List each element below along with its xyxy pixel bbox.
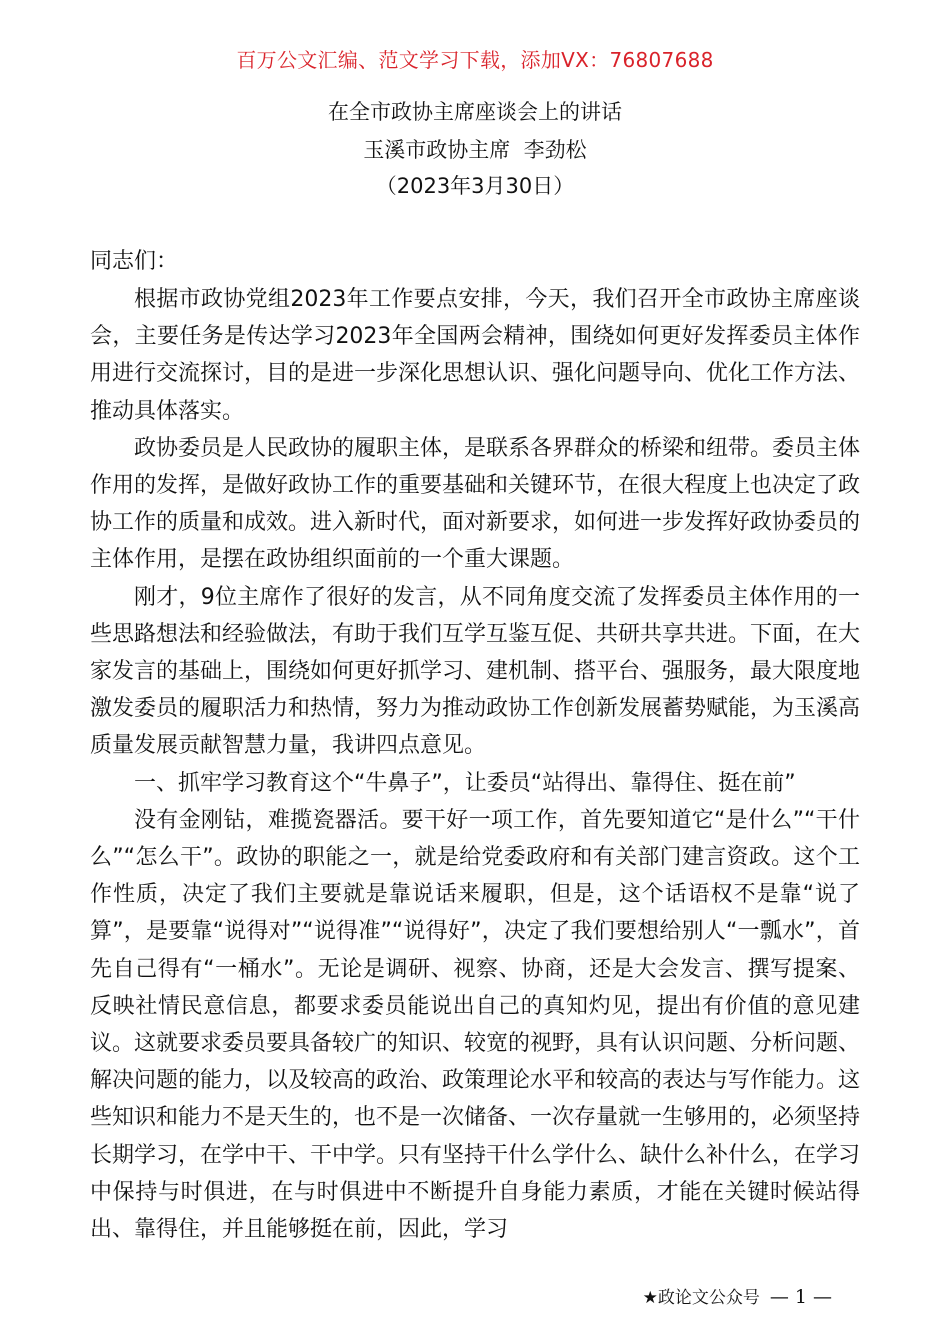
speech-body — [90, 243, 860, 1248]
section-heading: 一、抓牢学习教育这个“牛鼻子”，让委员“站得出、靠得住、挺在前” — [134, 770, 796, 796]
speech-author: 玉溪市政协主席 李劲松 — [363, 138, 587, 162]
paragraph: 根据市政协党组2023年工作要点安排，今天，我们召开全市政协主席座谈会，主要任务是传达学习2023年全国两会精神，围绕如何更好发挥委员主体作用进行交流探讨，目的是进一步深化思想认识、强化问题导向、优化工作方法、推动具体落实。 — [90, 287, 861, 424]
footer-source: ★政论文公众号 — [642, 1288, 760, 1308]
page-number: — 1 — — [769, 1286, 832, 1308]
promo-banner: 百万公文汇编、范文学习下载，添加VX：76807688 — [236, 48, 714, 72]
salutation: 同志们： — [90, 249, 179, 274]
speech-title: 在全市政协主席座谈会上的讲话 — [328, 100, 622, 124]
paragraph: 政协委员是人民政协的履职主体，是联系各界群众的桥梁和纽带。委员主体作用的发挥，是做好政协工作的重要基础和关键环节，在很大程度上也决定了政协工作的质量和成效。进入新时代，面对新要求，如何进一步发挥好政协委员的主体作用，是摆在政协组织面前的一个重大课题。 — [90, 435, 861, 573]
page-footer — [643, 1283, 832, 1308]
paragraph: 没有金刚钻，难揽瓷器活。要干好一项工作，首先要知道它“是什么”“干什么”“怎么干”。政协的职能之一，就是给党委政府和有关部门建言资政。这个工作性质，决定了我们主要就是靠说话来履职，但是，这个话语权不是靠“说了算”，是要靠“说得对”“说得准”“说得好”，决定了我们要想给别人“一瓢水”，首先自己得有“一桶水”。无论是调研、视察、协商，还是大会发言、撰写提案、反映社情民意信息，都要求委员能说出自己的真知灼见，提出有价值的意见建议。这就要求委员要具备较广的知识、较宽的视野，具有认识问题、分析问题、解决问题的能力，以及较高的政治、政策理论水平和较高的表达与写作能力。这些知识和能力不是天生的，也不是一次储备、一次存量就一生够用的，必须坚持长期学习，在学中干、干中学。只有坚持干什么学什么、缺什么补什么，在学习中保持与时俱进，在与时俱进中不断提升自身能力素质，才能在关键时候站得出、靠得住，并且能够挺在前，因此，学习 — [90, 807, 861, 1243]
paragraph: 刚才，9位主席作了很好的发言，从不同角度交流了发挥委员主体作用的一些思路想法和经验做法，有助于我们互学互鉴互促、共研共享共进。下面，在大家发言的基础上，围绕如何更好抓学习、建机制、搭平台、强服务，最大限度地激发委员的履职活力和热情，努力为推动政协工作创新发展蓄势赋能，为玉溪高质量发展贡献智慧力量，我讲四点意见。 — [90, 584, 861, 759]
speech-date: （2023年3月30日） — [375, 174, 575, 198]
